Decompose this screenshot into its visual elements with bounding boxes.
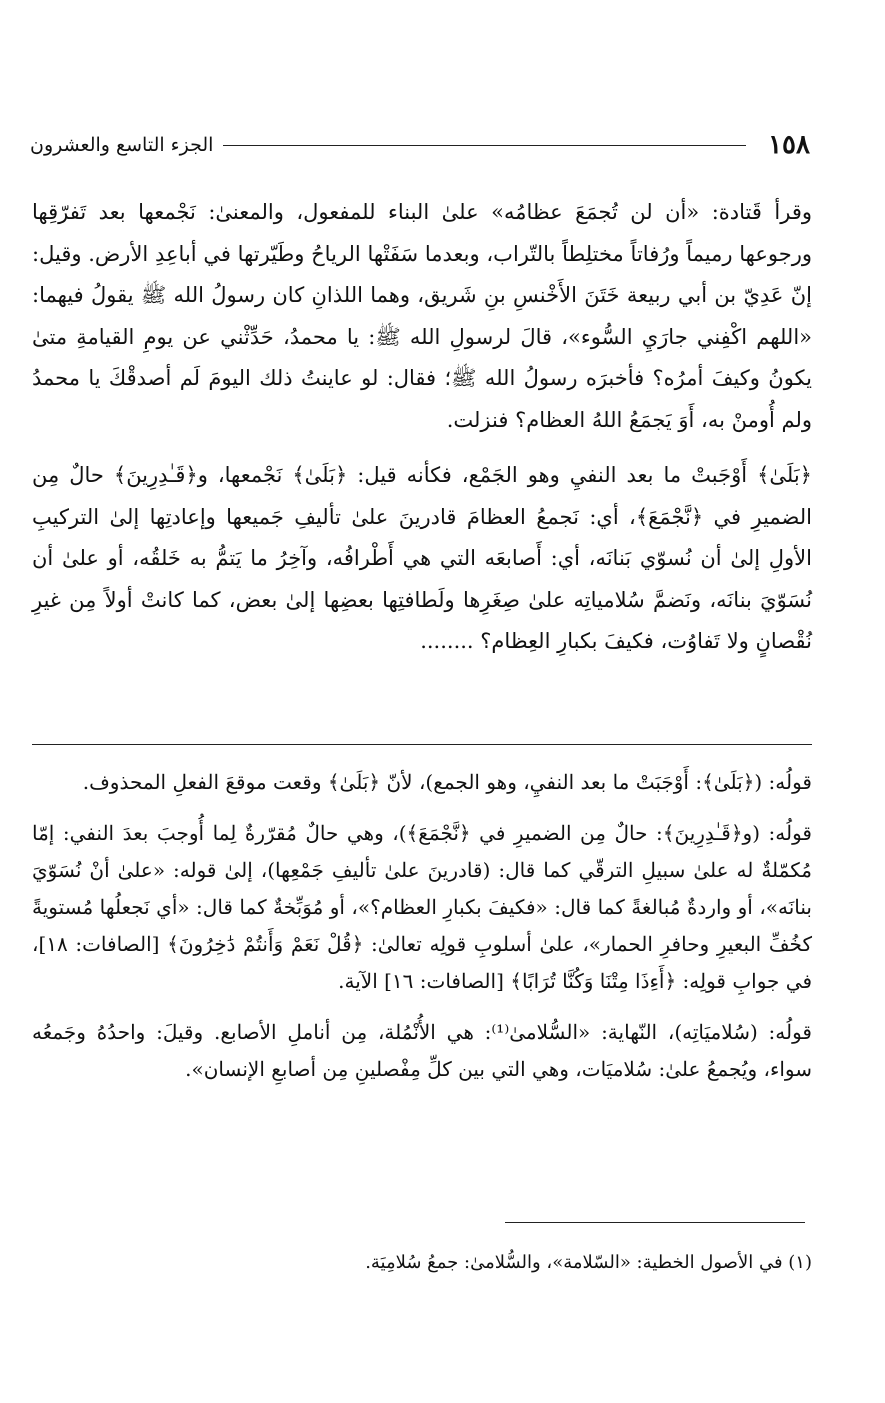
main-paragraph: ﴿بَلَىٰ﴾ أَوْجَبتْ ما بعد النفيِ وهو الجَمْع، فكأنه قيل: ﴿بَلَىٰ﴾ نَجْمعها، و﴿قَـٰدِرِينَ﴾ حالٌ مِن الضميرِ في ﴿نَّجْمَعَ﴾، أي: نَجمعُ العظامَ قادرينَ علىٰ تأليفِ جَميعها وإعادتِها إلىٰ التركيبِ الأولِ إلىٰ أن نُسوّي بَنانَه، أي: أَصابعَه التي هي أَطْرافُه، وآخِرُ ما يَتمُّ به خَلقُه، أو علىٰ أن نُسَوّيَ بنانَه، ونَضمَّ سُلامياتِه علىٰ صِغَرِها ولَطافتِها بعضِها إلىٰ بعض، كما كانتْ أولاً مِن غيرِ نُقْصانٍ ولا تَفاوُت، فكيفَ بكبارِ العِظام؟ ........: [32, 463, 812, 653]
commentary-paragraph: قولُه: (سُلاميَاتِه)، النّهاية: «السُّلامىٰ⁽¹⁾: هي الأُنْمُلة، مِن أناملِ الأصابع. وقيلَ: واحدُهُ وجَمعُه سواء، ويُجمعُ علىٰ: سُلاميَات، وهي التي بين كلِّ مِفْصلينِ مِن أصابعِ الإنسان».: [32, 1020, 812, 1081]
running-title: الجزء التاسع والعشرون: [30, 134, 214, 156]
section-divider: [32, 744, 812, 745]
footnote-divider: [505, 1222, 805, 1223]
header-rule: [223, 145, 746, 146]
commentary-paragraph: قولُه: (و﴿قَـٰدِرِينَ﴾: حالٌ مِن الضميرِ في ﴿نَّجْمَعَ﴾)، وهي حالٌ مُقرّرةٌ لِما أُوجبَ بعدَ النفي: إمّا مُكمّلةٌ له علىٰ سبيلِ الترقّي كما قال: (قادرينَ علىٰ تأليفِ جَمْعِها)، إلىٰ قوله: «علىٰ أنْ نُسَوّيَ بنانَه»، أو واردةٌ مُبالغةً كما قال: «فكيفَ بكبارِ العظام؟»، أو مُوَبِّخةٌ كما قال: «أي نَجعلُها مُستويةً كخُفِّ البعيرِ وحافرِ الحمار»، علىٰ أسلوبِ قولِه تعالىٰ: ﴿قُلْ نَعَمْ وَأَنتُمْ دَٰخِرُونَ﴾ [الصافات: ١٨]، في جوابِ قولِه: ﴿أَءِذَا مِتْنَا وَكُنَّا تُرَابًا﴾ [الصافات: ١٦] الآية.: [32, 821, 812, 993]
commentary: [32, 764, 812, 1088]
commentary-paragraph: قولُه: (﴿بَلَىٰ﴾: أَوْجَبَتْ ما بعد النفيِ، وهو الجمع)، لأنّ ﴿بَلَىٰ﴾ وقعت موقعَ الفعلِ المحذوف.: [82, 770, 812, 794]
page-number: ١٥٨: [768, 130, 810, 160]
main-text: [32, 192, 812, 663]
footnote: (١) في الأصول الخطية: «السّلامة»، والسُّلامىٰ: جمعُ سُلامِيَة.: [365, 1252, 812, 1273]
main-paragraph: وقرأ قَتادة: «أن لن تُجمَعَ عظامُه» علىٰ البناء للمفعول، والمعنىٰ: نَجْمعها بعد تَفرّقِها ورجوعها رميماً ورُفاتاً مختلِطاً بالتّراب، وبعدما سَفَتْها الرياحُ وطَيّرتها في أباعِدِ الأرض. وقيل: إنّ عَدِيّ بن أبي ربيعة خَتَنَ الأَخْنسِ بنِ شَريق، وهما اللذانِ كان رسولُ الله ﷺ يقولُ فيهما: «اللهم اكْفِني جارَيِ السُّوء»، قالَ لرسولِ الله ﷺ: يا محمدُ، حَدِّثْني عن يومِ القيامةِ متىٰ يكونُ وكيفَ أمرُه؟ فأخبرَه رسولُ الله ﷺ؛ فقال: لو عاينتُ ذلك اليومَ لَم أصدقْكَ يا محمدُ ولم أُومنْ به، أَوَ يَجمَعُ اللهُ العظام؟ فنزلت.: [32, 200, 812, 432]
page-header: [30, 120, 810, 170]
